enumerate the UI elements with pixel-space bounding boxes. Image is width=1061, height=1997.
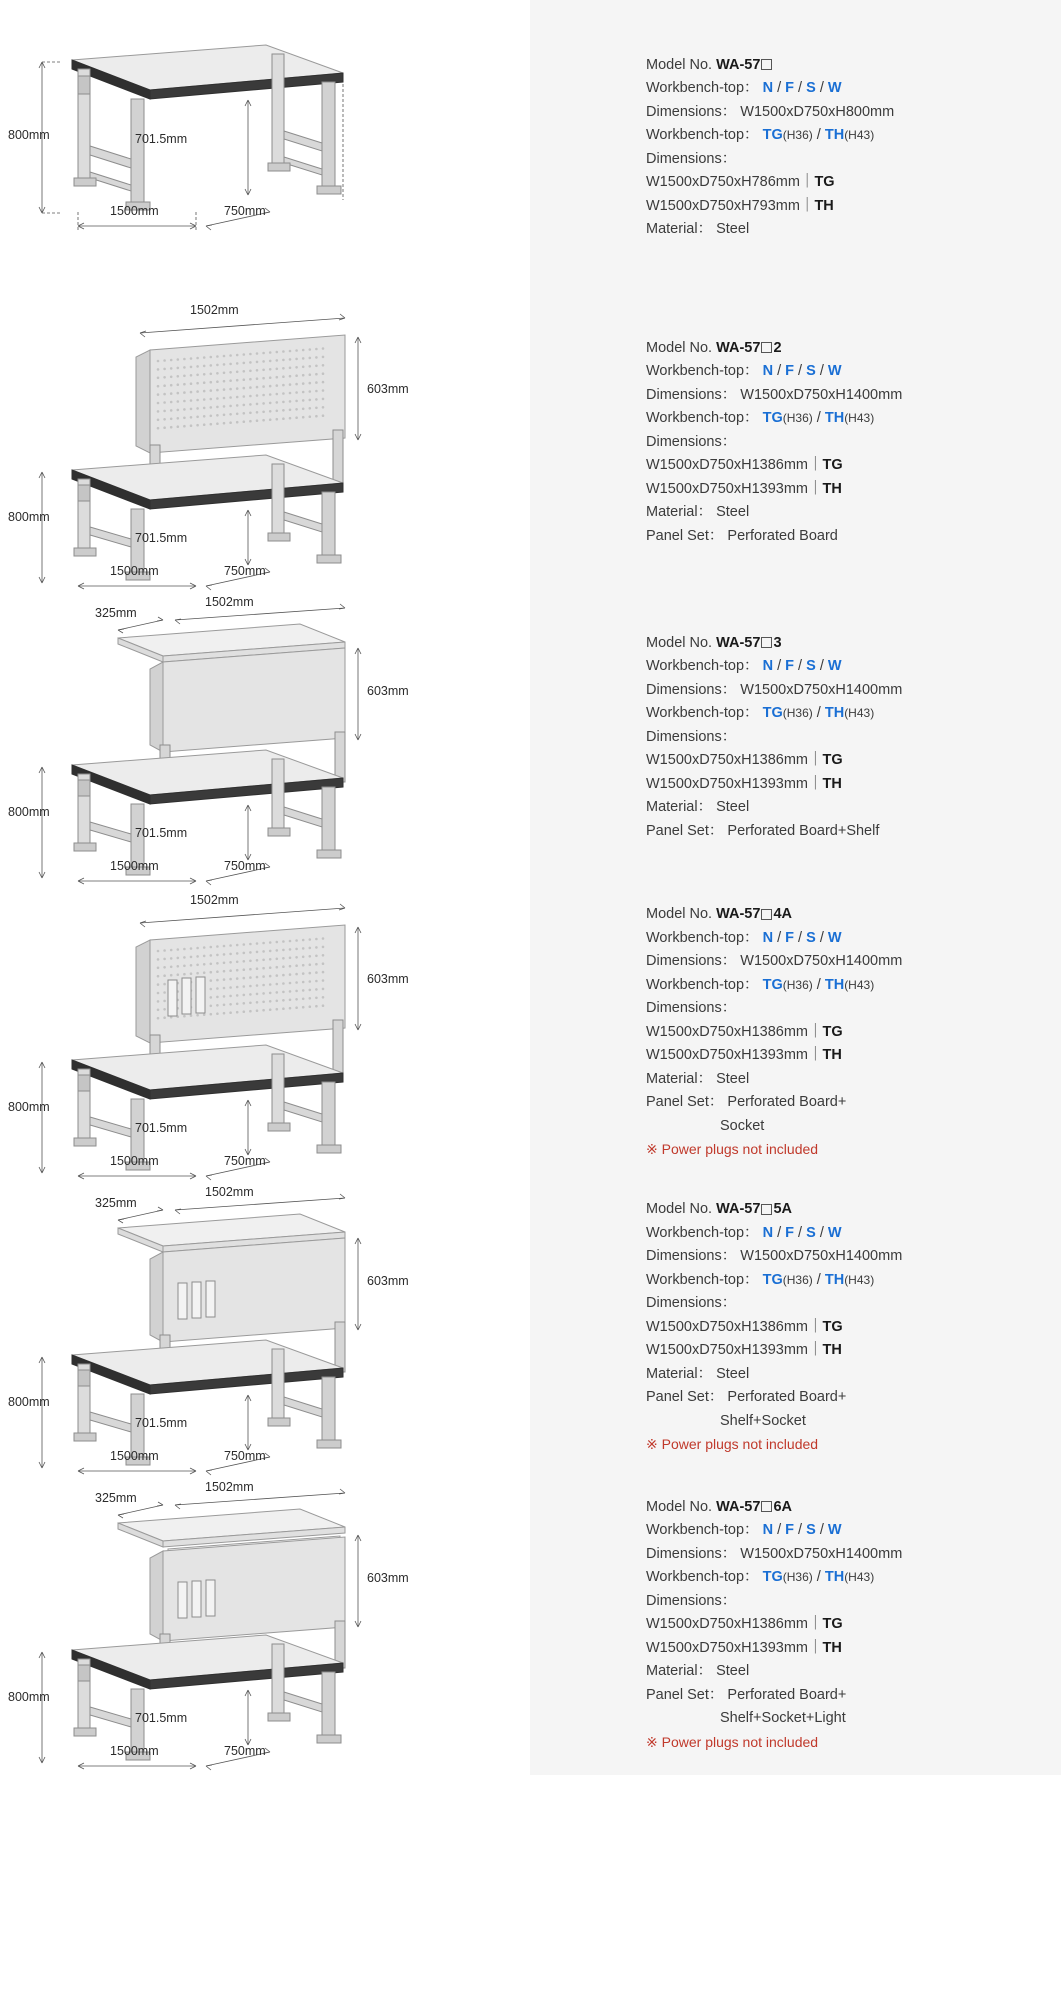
code-tg-height: (H36) — [782, 706, 813, 721]
spec-dim-value: W1500xD750xH1400mm — [740, 1248, 903, 1265]
spec-dim-label: Dimensions： — [646, 386, 737, 403]
code-th: TH — [824, 410, 845, 427]
spec-dim-th — [646, 1637, 1041, 1661]
spec-top-thickness: Workbench-top： TG(H36) / TH(H43) — [646, 976, 875, 993]
socket-icon — [192, 1581, 201, 1617]
option-f: F — [785, 1224, 795, 1241]
spec-note: ※ Power plugs not included — [646, 1436, 819, 1453]
spec-model-suffix: 4A — [773, 906, 792, 923]
spec-dims-label: Dimensions： — [646, 1000, 737, 1017]
code-th-height: (H43) — [844, 128, 875, 142]
code-tg-height: (H36) — [782, 977, 813, 992]
spec-dim-tg-code: TG — [822, 752, 843, 769]
dim-height-left: 800mm — [8, 510, 50, 524]
spec-dim-tg-value: W1500xD750xH1386mm｜ — [646, 752, 823, 769]
dim-inner-height: 701.5mm — [135, 1711, 188, 1725]
spec-dim-tg-code: TG — [822, 457, 843, 474]
dim-depth: 750mm — [224, 564, 266, 578]
spec-dim-label: Dimensions： — [646, 1545, 737, 1562]
dim-depth: 750mm — [224, 204, 266, 218]
spec-material-label: Material： — [646, 799, 713, 816]
spec-top2-label: Workbench-top： — [646, 410, 759, 427]
spec-model-value: WA-57 — [716, 1498, 761, 1515]
spec-dims-label: Dimensions： — [646, 1295, 737, 1312]
spec-panel-set — [646, 1684, 1041, 1708]
spec-top-thickness: Workbench-top： TG(H36) / TH(H43) — [646, 1271, 875, 1288]
spec-top-options: Workbench-top： N / F / S / W — [646, 363, 842, 380]
spec-dim-tg — [646, 171, 1041, 195]
spec-model — [646, 54, 1041, 78]
spec-top-options: Workbench-top： N / F / S / W — [646, 1224, 842, 1241]
spec-material-value: Steel — [716, 1365, 750, 1382]
dim-depth: 750mm — [224, 1449, 266, 1463]
spec-dim-tg-value: W1500xD750xH1386mm｜ — [646, 1616, 823, 1633]
spec-top2-label: Workbench-top： — [646, 976, 759, 993]
option-f: F — [785, 80, 795, 96]
option-f: F — [785, 363, 795, 380]
spec-dim-value: W1500xD750xH1400mm — [740, 386, 903, 403]
spec-panel-set-line2: Shelf+Socket+Light — [720, 1710, 846, 1727]
product-illustration — [0, 885, 530, 1180]
spec-top-label: Workbench-top： — [646, 80, 759, 96]
code-tg: TG — [762, 1569, 783, 1586]
spec-material-label: Material： — [646, 221, 713, 237]
spec-material-value: Steel — [716, 1070, 750, 1087]
spec-top-thickness: Workbench-top： TG(H36) / TH(H43) — [646, 410, 875, 427]
spec-material-value: Steel — [716, 504, 750, 521]
spec-dimension — [646, 950, 1041, 974]
spec-dim-tg — [646, 1613, 1041, 1637]
spec-top-options: Workbench-top： N / F / S / W — [646, 929, 842, 946]
code-tg: TG — [762, 410, 783, 427]
option-w: W — [827, 1522, 842, 1539]
spec-model-label: Model No. — [646, 339, 713, 356]
option-n: N — [762, 1224, 774, 1241]
product-row — [0, 885, 1061, 1180]
spec-material-label: Material： — [646, 1070, 713, 1087]
spec-model-suffix: 5A — [773, 1201, 792, 1218]
code-th: TH — [824, 1271, 845, 1288]
dim-panel-height: 603mm — [367, 382, 409, 396]
spec-dimension — [646, 101, 1041, 125]
spec-top-thickness: Workbench-top： TG(H36) / TH(H43) — [646, 127, 875, 143]
spec-material-value: Steel — [716, 799, 750, 816]
spec-panel-value: Perforated Board — [727, 527, 838, 544]
dim-height-left: 800mm — [8, 1100, 50, 1114]
spec-material-value: Steel — [716, 1663, 750, 1680]
spec-top-options: Workbench-top： N / F / S / W — [646, 1522, 842, 1539]
spec-model-value: WA-57 — [716, 56, 761, 73]
spec-model-label: Model No. — [646, 1201, 713, 1218]
code-tg-height: (H36) — [782, 1272, 813, 1287]
spec-model-suffix: 2 — [773, 339, 782, 356]
product-spec-panel — [530, 590, 1061, 885]
spec-top2-label: Workbench-top： — [646, 1569, 759, 1586]
spec-model — [646, 1496, 1041, 1520]
spec-top-thickness: Workbench-top： TG(H36) / TH(H43) — [646, 705, 875, 722]
code-th-height: (H43) — [844, 411, 875, 426]
product-spec-panel — [530, 295, 1061, 590]
code-th-height: (H43) — [844, 1570, 875, 1585]
dim-inner-height: 701.5mm — [135, 132, 188, 146]
bench-drawing-wa-57 — [0, 0, 530, 295]
spec-panel-set — [646, 1386, 1041, 1410]
spec-dim-th — [646, 1339, 1041, 1363]
socket-icon — [178, 1283, 187, 1319]
model-blank-box — [761, 1501, 772, 1512]
spec-dim-tg-code: TG — [814, 174, 835, 190]
spec-dim-th-value: W1500xD750xH793mm｜ — [646, 197, 815, 214]
model-blank-box — [761, 342, 772, 353]
spec-dimension — [646, 1245, 1041, 1269]
spec-top-label: Workbench-top： — [646, 1224, 759, 1241]
spec-material — [646, 1363, 1041, 1387]
spec-model-value: WA-57 — [716, 906, 761, 923]
spec-top-label: Workbench-top： — [646, 929, 759, 946]
spec-dim-tg-value: W1500xD750xH1386mm｜ — [646, 1318, 823, 1335]
spec-model — [646, 903, 1041, 927]
bench-drawing-wa-57-4a — [0, 885, 530, 1180]
spec-model-label: Model No. — [646, 906, 713, 923]
code-tg: TG — [762, 127, 783, 143]
spec-dim-th — [646, 1044, 1041, 1068]
spec-dim-label: Dimensions： — [646, 1248, 737, 1265]
dim-height-left: 800mm — [8, 128, 50, 142]
option-n: N — [762, 363, 774, 380]
socket-icon — [182, 978, 191, 1014]
spec-top-options: Workbench-top： N / F / S / W — [646, 80, 842, 96]
code-th: TH — [824, 976, 845, 993]
dim-height-left: 800mm — [8, 1690, 50, 1704]
spec-dim-tg — [646, 1316, 1041, 1340]
dim-shelf-depth: 325mm — [95, 606, 137, 620]
option-s: S — [806, 929, 816, 946]
spec-model — [646, 337, 1041, 361]
socket-icon — [192, 1282, 201, 1318]
spec-top-options: Workbench-top： N / F / S / W — [646, 658, 842, 675]
spec-top2-label: Workbench-top： — [646, 1271, 759, 1288]
spec-material — [646, 501, 1041, 525]
spec-dimension — [646, 679, 1041, 703]
socket-icon — [206, 1580, 215, 1616]
option-w: W — [827, 80, 842, 96]
product-row — [0, 1475, 1061, 1775]
dim-width: 1500mm — [110, 859, 159, 873]
spec-material-label: Material： — [646, 1663, 713, 1680]
code-tg-height: (H36) — [782, 128, 813, 142]
spec-dim-value: W1500xD750xH1400mm — [740, 681, 903, 698]
spec-dim-th-code: TH — [822, 1639, 842, 1656]
spec-panel-set — [646, 525, 1041, 549]
spec-model-suffix: 6A — [773, 1498, 792, 1515]
spec-material-label: Material： — [646, 1365, 713, 1382]
socket-icon — [178, 1582, 187, 1618]
bench-drawing-wa-57-3 — [0, 590, 530, 885]
spec-dim-label: Dimensions： — [646, 953, 737, 970]
option-s: S — [806, 1522, 816, 1539]
dim-inner-height: 701.5mm — [135, 531, 188, 545]
spec-dim-value: W1500xD750xH1400mm — [740, 953, 903, 970]
socket-icon — [168, 980, 177, 1016]
spec-panel-value: Perforated Board+ — [727, 1094, 847, 1111]
spec-model-label: Model No. — [646, 56, 713, 73]
spec-top-label: Workbench-top： — [646, 1522, 759, 1539]
dim-inner-height: 701.5mm — [135, 1416, 188, 1430]
spec-dim-th-value: W1500xD750xH1393mm｜ — [646, 1047, 823, 1064]
dim-top-width: 1502mm — [190, 303, 239, 317]
spec-model-value: WA-57 — [716, 1201, 761, 1218]
spec-material — [646, 218, 1041, 242]
dim-depth: 750mm — [224, 1744, 266, 1758]
dim-height-left: 800mm — [8, 805, 50, 819]
spec-dim-th-code: TH — [822, 775, 842, 792]
option-s: S — [806, 658, 816, 675]
socket-icon — [196, 977, 205, 1013]
spec-dim-th — [646, 773, 1041, 797]
option-s: S — [806, 80, 816, 96]
code-tg-height: (H36) — [782, 1570, 813, 1585]
dim-top-width: 1502mm — [205, 1185, 254, 1199]
spec-dim-tg-code: TG — [822, 1616, 843, 1633]
model-blank-box — [761, 909, 772, 920]
dim-panel-height: 603mm — [367, 1274, 409, 1288]
spec-dim-tg — [646, 454, 1041, 478]
dim-shelf-depth: 325mm — [95, 1491, 137, 1505]
model-blank-box — [761, 59, 772, 70]
dim-top-width: 1502mm — [190, 893, 239, 907]
spec-dims-label: Dimensions： — [646, 150, 737, 167]
dim-width: 1500mm — [110, 1744, 159, 1758]
dim-height-left: 800mm — [8, 1395, 50, 1409]
spec-material — [646, 796, 1041, 820]
product-row — [0, 295, 1061, 590]
spec-dim-tg-code: TG — [822, 1318, 843, 1335]
code-th: TH — [824, 705, 845, 722]
dim-depth: 750mm — [224, 1154, 266, 1168]
dim-top-width: 1502mm — [205, 595, 254, 609]
model-blank-box — [761, 637, 772, 648]
spec-material — [646, 1660, 1041, 1684]
dim-top-width: 1502mm — [205, 1480, 254, 1494]
option-s: S — [806, 1224, 816, 1241]
spec-model — [646, 632, 1041, 656]
dim-width: 1500mm — [110, 1154, 159, 1168]
spec-dim-th-code: TH — [822, 480, 842, 497]
dim-depth: 750mm — [224, 859, 266, 873]
spec-panel-label: Panel Set： — [646, 1094, 724, 1111]
spec-dim-th-value: W1500xD750xH1393mm｜ — [646, 1639, 823, 1656]
option-n: N — [762, 929, 774, 946]
spec-panel-set-line2: Socket — [720, 1117, 765, 1134]
spec-dims-label: Dimensions： — [646, 1592, 737, 1609]
spec-dim-tg-value: W1500xD750xH1386mm｜ — [646, 1023, 823, 1040]
product-spec-panel — [530, 1475, 1061, 1775]
spec-panel-label: Panel Set： — [646, 1686, 724, 1703]
code-th: TH — [824, 1569, 845, 1586]
dim-width: 1500mm — [110, 1449, 159, 1463]
option-w: W — [827, 1224, 842, 1241]
product-spec-panel — [530, 1180, 1061, 1475]
spec-model-label: Model No. — [646, 1498, 713, 1515]
spec-dim-th-value: W1500xD750xH1393mm｜ — [646, 480, 823, 497]
spec-panel-label: Panel Set： — [646, 527, 724, 544]
spec-top-label: Workbench-top： — [646, 658, 759, 675]
option-w: W — [827, 363, 842, 380]
code-tg: TG — [762, 1271, 783, 1288]
spec-dims-label: Dimensions： — [646, 728, 737, 745]
spec-top2-label: Workbench-top： — [646, 127, 759, 143]
code-th: TH — [824, 127, 845, 143]
spec-note: ※ Power plugs not included — [646, 1733, 819, 1750]
option-n: N — [762, 1522, 774, 1539]
dim-panel-height: 603mm — [367, 1571, 409, 1585]
spec-dim-value: W1500xD750xH800mm — [740, 103, 895, 120]
spec-dims-label: Dimensions： — [646, 433, 737, 450]
bench-drawing-wa-57-6a — [0, 1475, 530, 1775]
spec-dim-th-value: W1500xD750xH1393mm｜ — [646, 775, 823, 792]
spec-top-thickness: Workbench-top： TG(H36) / TH(H43) — [646, 1569, 875, 1586]
bench-drawing-wa-57-5a — [0, 1180, 530, 1475]
option-n: N — [762, 658, 774, 675]
option-w: W — [827, 658, 842, 675]
spec-panel-value: Perforated Board+ — [727, 1686, 847, 1703]
code-tg: TG — [762, 976, 783, 993]
spec-panel-label: Panel Set： — [646, 1389, 724, 1406]
option-f: F — [785, 658, 795, 675]
spec-model-value: WA-57 — [716, 339, 761, 356]
spec-material — [646, 1068, 1041, 1092]
dim-inner-height: 701.5mm — [135, 826, 188, 840]
spec-dimension — [646, 1543, 1041, 1567]
option-f: F — [785, 1522, 795, 1539]
product-row — [0, 590, 1061, 885]
product-illustration — [0, 590, 530, 885]
spec-model-value: WA-57 — [716, 634, 761, 651]
spec-panel-set — [646, 820, 1041, 844]
code-th-height: (H43) — [844, 1272, 875, 1287]
spec-dim-label: Dimensions： — [646, 103, 737, 120]
spec-material-label: Material： — [646, 504, 713, 521]
spec-dim-th-code: TH — [814, 197, 834, 214]
dim-panel-height: 603mm — [367, 684, 409, 698]
option-w: W — [827, 929, 842, 946]
spec-panel-value: Perforated Board+ — [727, 1389, 847, 1406]
spec-dim-tg-code: TG — [822, 1023, 843, 1040]
code-th-height: (H43) — [844, 706, 875, 721]
spec-model — [646, 1198, 1041, 1222]
spec-dim-th — [646, 478, 1041, 502]
spec-model-label: Model No. — [646, 634, 713, 651]
product-row — [0, 1180, 1061, 1475]
dim-shelf-depth: 325mm — [95, 1196, 137, 1210]
spec-dim-th-code: TH — [822, 1047, 842, 1064]
option-f: F — [785, 929, 795, 946]
bench-drawing-wa-57-2 — [0, 295, 530, 590]
spec-panel-set-line2: Shelf+Socket — [720, 1412, 806, 1429]
spec-dimension — [646, 384, 1041, 408]
spec-panel-set — [646, 1091, 1041, 1115]
code-th-height: (H43) — [844, 977, 875, 992]
product-spec-panel — [530, 885, 1061, 1180]
spec-dim-tg-value: W1500xD750xH1386mm｜ — [646, 457, 823, 474]
spec-dim-tg — [646, 749, 1041, 773]
spec-dim-th-code: TH — [822, 1342, 842, 1359]
spec-material-value: Steel — [716, 221, 750, 237]
spec-top2-label: Workbench-top： — [646, 705, 759, 722]
option-n: N — [762, 80, 774, 96]
product-spec-panel — [530, 0, 1061, 295]
product-illustration — [0, 0, 530, 295]
product-illustration — [0, 1180, 530, 1475]
spec-panel-label: Panel Set： — [646, 822, 724, 839]
spec-dim-value: W1500xD750xH1400mm — [740, 1545, 903, 1562]
spec-dim-tg-value: W1500xD750xH786mm｜ — [646, 174, 815, 190]
socket-icon — [206, 1281, 215, 1317]
product-illustration — [0, 1475, 530, 1775]
spec-panel-value: Perforated Board+Shelf — [727, 822, 880, 839]
spec-dim-label: Dimensions： — [646, 681, 737, 698]
product-row — [0, 0, 1061, 295]
option-s: S — [806, 363, 816, 380]
spec-dim-th — [646, 195, 1041, 219]
code-tg-height: (H36) — [782, 411, 813, 426]
product-illustration — [0, 295, 530, 590]
model-blank-box — [761, 1204, 772, 1215]
dim-width: 1500mm — [110, 564, 159, 578]
spec-model-suffix: 3 — [773, 634, 782, 651]
spec-note: ※ Power plugs not included — [646, 1141, 819, 1158]
spec-dim-th-value: W1500xD750xH1393mm｜ — [646, 1342, 823, 1359]
spec-top-label: Workbench-top： — [646, 363, 759, 380]
dim-inner-height: 701.5mm — [135, 1121, 188, 1135]
dim-width: 1500mm — [110, 204, 159, 218]
spec-dim-tg — [646, 1021, 1041, 1045]
code-tg: TG — [762, 705, 783, 722]
dim-panel-height: 603mm — [367, 972, 409, 986]
